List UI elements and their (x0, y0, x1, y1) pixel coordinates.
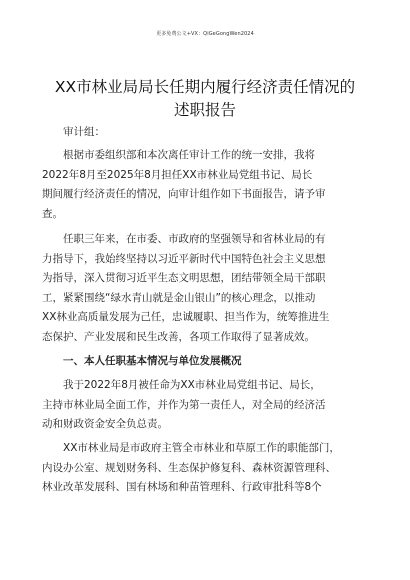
paragraph-line: 2022年8月至2025年8月担任XX市林业局党组书记、局长 (42, 168, 313, 181)
watermark-text: 更多免费公文+VX：QiGeGongWen2024 (156, 31, 254, 37)
paragraph-line: 任职三年来，在市委、市政府的坚强领导和省林业局的有 (63, 233, 326, 245)
paragraph-line: 工，紧紧围绕“绿水青山就是金山银山”的核心理念，以推动 (42, 291, 316, 304)
section-heading (63, 352, 367, 372)
paragraph-line: 期间履行经济责任的情况，向审计组作如下书面报告，请予审 (42, 188, 326, 201)
paragraph-3 (42, 376, 367, 435)
paragraph-line: 力指导下，我始终坚持以习近平新时代中国特色社会主义思想 (42, 252, 326, 265)
paragraph-line: 根据市委组织部和本次离任审计工作的统一安排，我将 (63, 149, 315, 161)
title-line: XX市林业局局长任期内履行经济责任情况的 (54, 78, 356, 96)
paragraph-line: 查。 (42, 207, 63, 220)
paragraph-line: XX林业高质量发展为己任，忠诚履职、担当作为，统筹推进生 (42, 311, 330, 324)
paragraph-line: 林业改革发展科、国有林场和种苗管理科、行政审批科等8个 (42, 481, 322, 494)
paragraph-line: 内设办公室、规划财务科、生态保护修复科、森林资源管理科、 (42, 461, 336, 474)
title-line: 述职报告 (173, 101, 236, 119)
paragraph-line: 动和财政资金安全负总责。 (42, 418, 168, 431)
paragraph-line: 主持市林业局全面工作，并作为第一责任人，对全局的经济活 (42, 398, 326, 411)
section-heading-text: 一、本人任职基本情况与单位发展概况 (63, 355, 242, 367)
paragraph-line: 我于2022年8月被任命为XX市林业局党组书记、局长， (63, 379, 321, 391)
paragraph-line: 为指导，深入贯彻习近平生态文明思想，团结带领全局干部职 (42, 272, 326, 285)
paragraph-line: XX市林业局是市政府主管全市林业和草原工作的职能部门， (63, 442, 340, 454)
page-title (40, 76, 370, 122)
paragraph-line: 态保护、产业发展和民生改善，各项工作取得了显著成效。 (42, 330, 315, 343)
paragraph-2 (42, 230, 367, 348)
paragraph-4 (42, 439, 367, 498)
paragraph-1 (42, 146, 367, 224)
salutation (63, 123, 367, 143)
salutation-text: 审计组： (63, 126, 105, 138)
